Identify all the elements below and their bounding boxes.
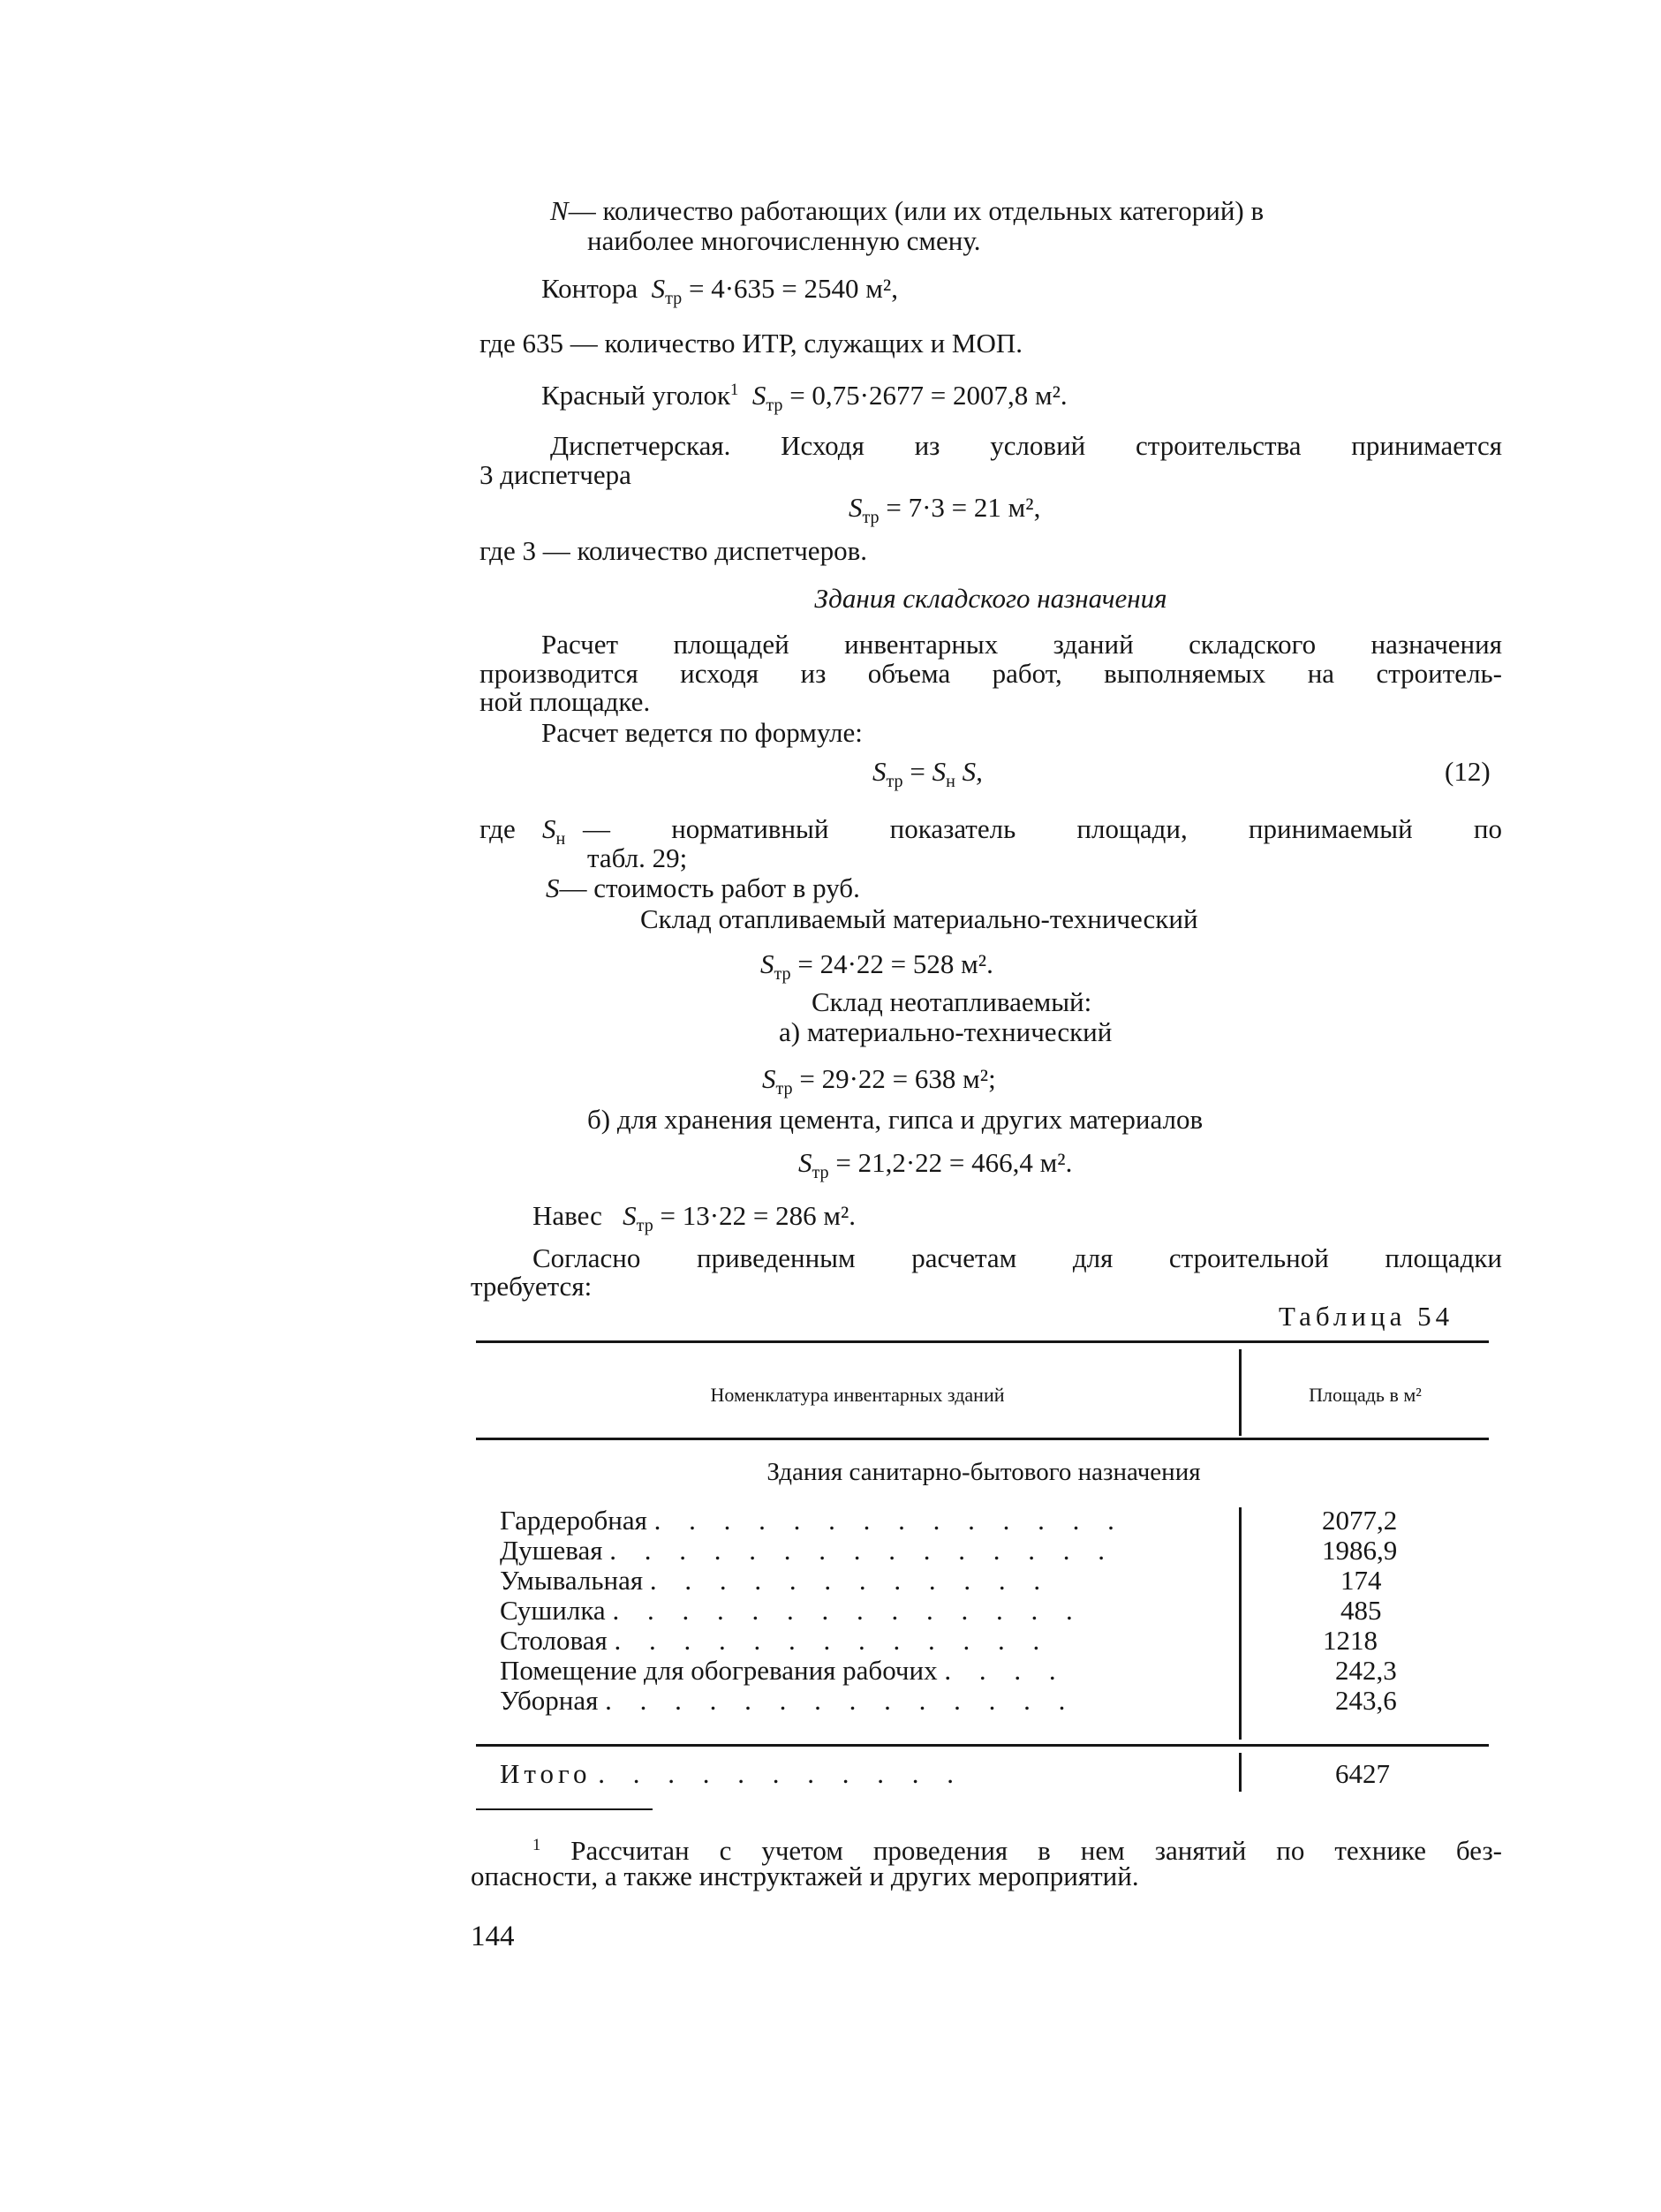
kontora-label: Контора bbox=[541, 273, 638, 304]
row-name: Умывальная bbox=[500, 1565, 644, 1596]
table-group-title: Здания санитарно-бытового назначения bbox=[766, 1458, 1201, 1486]
table-header-name: Номенклатура инвентарных зданий bbox=[710, 1384, 1005, 1406]
dispatch-text-line2: 3 диспетчера bbox=[479, 459, 631, 490]
page-number: 144 bbox=[471, 1921, 515, 1952]
warehouse-heated-formula bbox=[760, 949, 993, 989]
row-name: Уборная bbox=[500, 1685, 599, 1716]
s-subscript: тр bbox=[774, 964, 791, 985]
agree-text-line1: Согласно приведенным расчетам для строительной площадки bbox=[532, 1242, 1502, 1273]
warehouse-unheated-a-equation: = 29·22 = 638 м²; bbox=[799, 1063, 996, 1094]
red-corner-equation: = 0,75·2677 = 2007,8 м². bbox=[789, 380, 1068, 411]
s-cost-symbol: S, bbox=[962, 756, 983, 787]
s-subscript: тр bbox=[775, 1079, 793, 1099]
warehouse-unheated-b: б) для хранения цемента, гипса и других материалов bbox=[587, 1104, 1204, 1135]
dispatch-equation: = 7·3 = 21 м², bbox=[886, 492, 1041, 523]
table-row: Сушилка . . . . . . . . . . . . . . bbox=[500, 1595, 1083, 1626]
s-symbol: S bbox=[623, 1200, 637, 1231]
canopy-equation: = 13·22 = 286 м². bbox=[660, 1200, 856, 1231]
row-value: 174 bbox=[1340, 1565, 1382, 1596]
table-header-area: Площадь в м² bbox=[1309, 1384, 1422, 1406]
table-row: Умывальная . . . . . . . . . . . . bbox=[500, 1565, 1052, 1596]
s-symbol: S bbox=[546, 872, 560, 903]
row-name: Помещение для обогревания рабочих bbox=[500, 1655, 938, 1686]
agree-text-line2: требуется: bbox=[471, 1271, 593, 1302]
footnote-mark: 1 bbox=[532, 1836, 541, 1854]
warehouse-unheated-a-formula bbox=[762, 1064, 996, 1104]
warehouse-unheated-b-equation: = 21,2·22 = 466,4 м². bbox=[835, 1147, 1073, 1178]
row-name: Столовая bbox=[500, 1625, 608, 1656]
kontora-formula bbox=[541, 274, 898, 313]
sn-subscript: н bbox=[946, 772, 955, 792]
row-value: 2077,2 bbox=[1322, 1505, 1398, 1536]
calc-text-line2: производится исходя из объема работ, выполняемых на строитель- bbox=[479, 658, 1502, 689]
warehouse-heated-equation: = 24·22 = 528 м². bbox=[797, 948, 993, 979]
table-label: Таблица 54 bbox=[1279, 1301, 1454, 1332]
sn-symbol: S bbox=[932, 756, 947, 787]
canopy-formula bbox=[532, 1201, 856, 1241]
s-subscript: тр bbox=[886, 772, 903, 792]
s-subscript: тр bbox=[812, 1163, 829, 1183]
formula-intro: Расчет ведется по формуле: bbox=[541, 717, 863, 748]
n-definition-line1 bbox=[550, 196, 1264, 226]
row-value: 242,3 bbox=[1335, 1655, 1397, 1686]
dispatch-formula bbox=[849, 493, 1040, 532]
sn-where-text: — нормативный показатель площади, принимаемый по bbox=[583, 813, 1502, 844]
equals-sign: = bbox=[910, 756, 932, 787]
table-row: Уборная . . . . . . . . . . . . . . bbox=[500, 1685, 1076, 1716]
total-label: Итого bbox=[500, 1758, 592, 1789]
formula-number: (12) bbox=[1445, 756, 1491, 787]
table-row: Гардеробная . . . . . . . . . . . . . . bbox=[500, 1505, 1125, 1536]
section-heading: Здания складского назначения bbox=[814, 583, 1167, 614]
table-body-divider bbox=[1239, 1507, 1242, 1740]
red-corner-formula bbox=[541, 375, 1068, 420]
footnote-ref: 1 bbox=[730, 381, 739, 399]
calc-text-line3: ной площадке. bbox=[479, 686, 651, 717]
sn-where-symbol bbox=[542, 814, 565, 854]
red-corner-label: Красный уголок bbox=[541, 380, 731, 411]
s-symbol: S bbox=[798, 1147, 812, 1178]
sn-where-prefix: где bbox=[479, 813, 516, 844]
warehouse-unheated-b-formula bbox=[798, 1148, 1072, 1188]
row-value: 485 bbox=[1340, 1595, 1382, 1626]
s-subscript: тр bbox=[665, 289, 683, 309]
warehouse-unheated-a: а) материально-технический bbox=[779, 1016, 1113, 1047]
row-name: Душевая bbox=[500, 1535, 603, 1566]
warehouse-heated: Склад отапливаемый материально-технический bbox=[640, 903, 1198, 934]
s-subscript: тр bbox=[862, 508, 880, 528]
s-symbol: S bbox=[651, 273, 666, 304]
s-definition-text: — стоимость работ в руб. bbox=[559, 872, 860, 903]
row-name: Гардеробная bbox=[500, 1505, 647, 1536]
kontora-equation: = 4·635 = 2540 м², bbox=[689, 273, 898, 304]
table-total-rule bbox=[476, 1744, 1489, 1747]
footnote-line2: опасности, а также инструктажей и других мероприятий. bbox=[471, 1861, 1139, 1891]
row-name: Сушилка bbox=[500, 1595, 606, 1626]
dispatch-where: где 3 — количество диспетчеров. bbox=[479, 535, 867, 566]
dispatch-text-line1: Диспетчерская. Исходя из условий строительства принимается bbox=[550, 430, 1502, 461]
table-row: Душевая . . . . . . . . . . . . . . . bbox=[500, 1535, 1116, 1566]
main-formula bbox=[872, 757, 983, 796]
row-value: 243,6 bbox=[1335, 1685, 1397, 1716]
row-value: 1986,9 bbox=[1322, 1535, 1398, 1566]
footnote-text1: Рассчитан с учетом проведения в нем занятий по технике без- bbox=[570, 1835, 1503, 1867]
calc-text-line1: Расчет площадей инвентарных зданий складского назначения bbox=[541, 629, 1502, 660]
row-value: 1218 bbox=[1323, 1625, 1378, 1656]
footnote-rule bbox=[476, 1808, 653, 1810]
s-symbol: S bbox=[762, 1063, 776, 1094]
s-subscript: тр bbox=[766, 396, 783, 416]
n-definition-line2: наиболее многочисленную смену. bbox=[587, 225, 981, 256]
s-symbol: S bbox=[849, 492, 863, 523]
s-definition bbox=[546, 873, 860, 903]
s-symbol: S bbox=[751, 380, 766, 411]
total-value: 6427 bbox=[1335, 1758, 1390, 1789]
canopy-label: Навес bbox=[532, 1200, 602, 1231]
sn-where-text2: табл. 29; bbox=[587, 842, 688, 873]
s-symbol: S bbox=[760, 948, 774, 979]
table-top-rule bbox=[476, 1340, 1489, 1343]
s-subscript: тр bbox=[636, 1216, 653, 1236]
warehouse-unheated: Склад неотапливаемый: bbox=[812, 986, 1092, 1017]
table-row: Помещение для обогревания рабочих . . . . bbox=[500, 1655, 1067, 1686]
sn-subscript: н bbox=[555, 829, 566, 849]
n-definition-text: — количество работающих (или их отдельных категорий) в bbox=[568, 195, 1265, 226]
kontora-where: где 635 — количество ИТР, служащих и МОП. bbox=[479, 328, 1023, 359]
table-header-rule bbox=[476, 1438, 1489, 1440]
sn-symbol: S bbox=[542, 813, 556, 844]
table-row: Столовая . . . . . . . . . . . . . bbox=[500, 1625, 1051, 1656]
n-symbol: N bbox=[550, 195, 569, 226]
table-total-row: Итого . . . . . . . . . . . bbox=[500, 1758, 964, 1789]
s-symbol: S bbox=[872, 756, 887, 787]
table-total-divider bbox=[1239, 1753, 1242, 1792]
